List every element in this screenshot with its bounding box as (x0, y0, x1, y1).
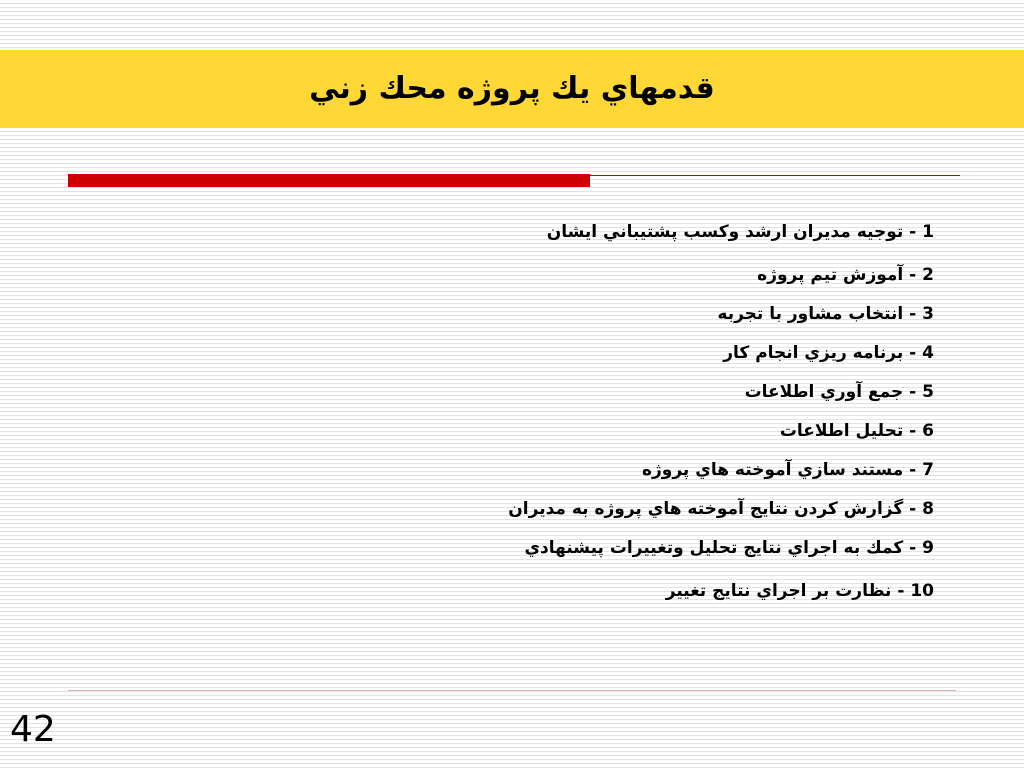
list-item (374, 217, 934, 260)
item-separator: - (903, 460, 923, 480)
item-separator: - (903, 382, 923, 402)
item-separator: - (903, 265, 923, 285)
item-separator: - (903, 343, 923, 363)
list-item (374, 299, 934, 338)
item-number: 1 (922, 222, 934, 242)
item-number: 3 (922, 304, 934, 324)
accent-rule (68, 174, 590, 187)
list-item (374, 338, 934, 377)
title-band (0, 50, 1024, 128)
item-number: 6 (922, 421, 934, 441)
item-text: تحليل اطلاعات (779, 421, 904, 441)
item-text: مستند سازي آموخته هاي پروژه (641, 460, 904, 480)
steps-list (374, 217, 934, 615)
item-text: برنامه ريزي انجام كار (723, 343, 904, 363)
item-number: 10 (910, 581, 934, 601)
list-item (374, 576, 934, 615)
list-item (374, 377, 934, 416)
header-divider (590, 175, 960, 176)
list-item (374, 494, 934, 533)
item-number: 7 (922, 460, 934, 480)
page-number: 42 (10, 709, 56, 750)
item-separator: - (903, 499, 923, 519)
item-text: نظارت بر اجراي نتايج تغيير (665, 581, 892, 601)
slide-title: قدمهاي يك پروژه محك زني (309, 71, 715, 106)
list-item (374, 416, 934, 455)
item-number: 4 (922, 343, 934, 363)
item-text: توجيه مديران ارشد وكسب پشتيباني ايشان (546, 222, 904, 242)
item-text: انتخاب مشاور با تجربه (717, 304, 904, 324)
item-number: 9 (922, 538, 934, 558)
item-text: جمع آوري اطلاعات (744, 382, 904, 402)
list-item (374, 533, 934, 576)
item-text: آموزش تيم پروژه (757, 265, 904, 285)
item-number: 5 (922, 382, 934, 402)
item-separator: - (891, 581, 911, 601)
item-number: 2 (922, 265, 934, 285)
item-separator: - (903, 538, 923, 558)
list-item (374, 260, 934, 299)
item-number: 8 (922, 499, 934, 519)
item-separator: - (903, 222, 923, 242)
item-separator: - (903, 304, 923, 324)
item-separator: - (903, 421, 923, 441)
footer-divider (68, 690, 956, 691)
item-text: گزارش كردن نتايج آموخته هاي پروژه به مديران (508, 499, 904, 519)
item-text: كمك به اجراي نتايج تحليل وتغييرات پيشنهادي (524, 538, 904, 558)
list-item (374, 455, 934, 494)
